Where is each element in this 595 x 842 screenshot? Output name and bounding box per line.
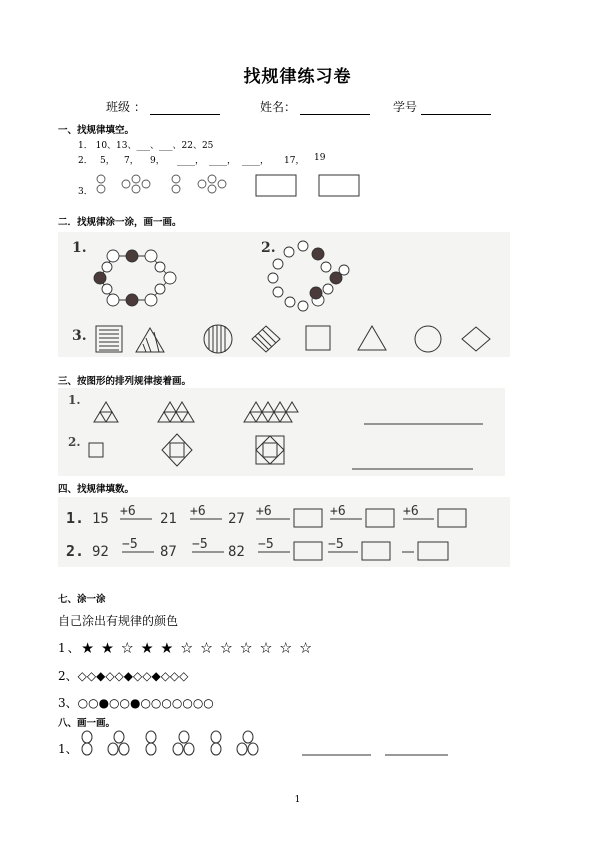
class-field [106, 98, 220, 115]
name-blank[interactable] [300, 102, 370, 115]
s1-question-2 [0, 153, 595, 167]
q2-v4: 17， [284, 156, 305, 166]
s4-row1-op: +6 [190, 504, 206, 519]
s4-row2-n3: 82 [228, 544, 245, 560]
s7-row-label: 3、 [58, 696, 78, 710]
row-label-2: 2. [68, 435, 81, 449]
answer-box[interactable] [319, 175, 359, 196]
s4-row1-op: +6 [330, 504, 346, 519]
page-number: 1 [294, 795, 301, 805]
section-1-heading: 一、找规律填空。 [58, 125, 135, 136]
q2-blank-3[interactable]: ____， [242, 156, 270, 166]
s4-row1-label: 1. [66, 509, 85, 527]
s7-row-3 [58, 694, 214, 711]
fig-label-1: 1. [72, 240, 87, 256]
draw-ovals-figure [0, 728, 595, 764]
s4-row1-op: +6 [120, 504, 136, 519]
section-4-heading: 四、找规律填数。 [58, 484, 135, 495]
s1-question-1: 1． 10、13、___、___、22、25 [78, 141, 214, 151]
s4-row1-op: +6 [256, 504, 272, 519]
diamond-pattern[interactable]: ◇◇◆◇◇◆◇◇◆◇◇◇ [77, 669, 189, 683]
page-title: 找规律练习卷 [243, 67, 352, 87]
s4-row1-n2: 21 [160, 511, 177, 527]
class-blank[interactable] [150, 102, 220, 115]
s4-row2-op: −5 [328, 537, 344, 552]
name-label: 姓名： [260, 100, 297, 114]
id-label: 学号 [393, 100, 418, 114]
continue-pattern-figure [58, 388, 513, 478]
s4-row1-n3: 27 [228, 511, 245, 527]
section-3-heading: 三、按图形的排列规律接着画。 [58, 376, 192, 387]
s4-row2-n1: 92 [92, 544, 109, 560]
section-2-heading: 二．找规律涂一涂，画一画。 [58, 217, 182, 228]
q2-v2: 7， [124, 156, 139, 166]
s4-row2-op: −5 [122, 537, 138, 552]
circle-pattern-figure [0, 170, 595, 205]
s4-row2-label: 2. [66, 542, 85, 560]
s7-row-label: 1、 [58, 641, 82, 655]
class-label: 班级 ： [106, 100, 146, 114]
section-7-heading: 七、涂一涂 [58, 594, 106, 605]
star-pattern[interactable]: ★ ★ ☆ ★ ★ ☆ ☆ ☆ ☆ ☆ ☆ ☆ [81, 641, 314, 655]
s7-instruction: 自己涂出有规律的颜色 [58, 614, 179, 628]
name-field [260, 98, 370, 115]
answer-box[interactable] [256, 175, 296, 196]
circle-pattern[interactable]: ○○●○○●○○○○○○○ [77, 696, 214, 710]
s4-row1-n1: 15 [92, 511, 109, 527]
q2-blank-2[interactable]: ____， [209, 156, 237, 166]
q2-num: 2． [78, 156, 93, 166]
q2-v3: 9， [150, 156, 165, 166]
id-blank[interactable] [421, 102, 491, 115]
s1-question-3-label: 3． [78, 187, 93, 197]
q2-v5: 19 [314, 153, 326, 163]
fill-number-figure [58, 497, 513, 569]
s7-row-2 [58, 667, 188, 684]
section-8-heading: 八、画一画。 [58, 718, 116, 729]
s4-row2-n2: 87 [160, 544, 177, 560]
fig-label-2: 2. [261, 240, 276, 256]
s8-label: 1、 [58, 742, 78, 756]
s7-row-label: 2、 [58, 669, 78, 683]
s7-row-1 [58, 639, 314, 656]
s4-row1-op: +6 [403, 504, 419, 519]
color-draw-figure [58, 232, 518, 362]
row-label-1: 1. [68, 393, 81, 407]
q2-v1: 5， [100, 156, 115, 166]
s4-row2-op: −5 [192, 537, 208, 552]
s4-row2-op: −5 [258, 537, 274, 552]
id-field [393, 98, 491, 115]
q2-blank-1[interactable]: ____， [177, 156, 205, 166]
fig-label-3: 3. [72, 328, 87, 344]
